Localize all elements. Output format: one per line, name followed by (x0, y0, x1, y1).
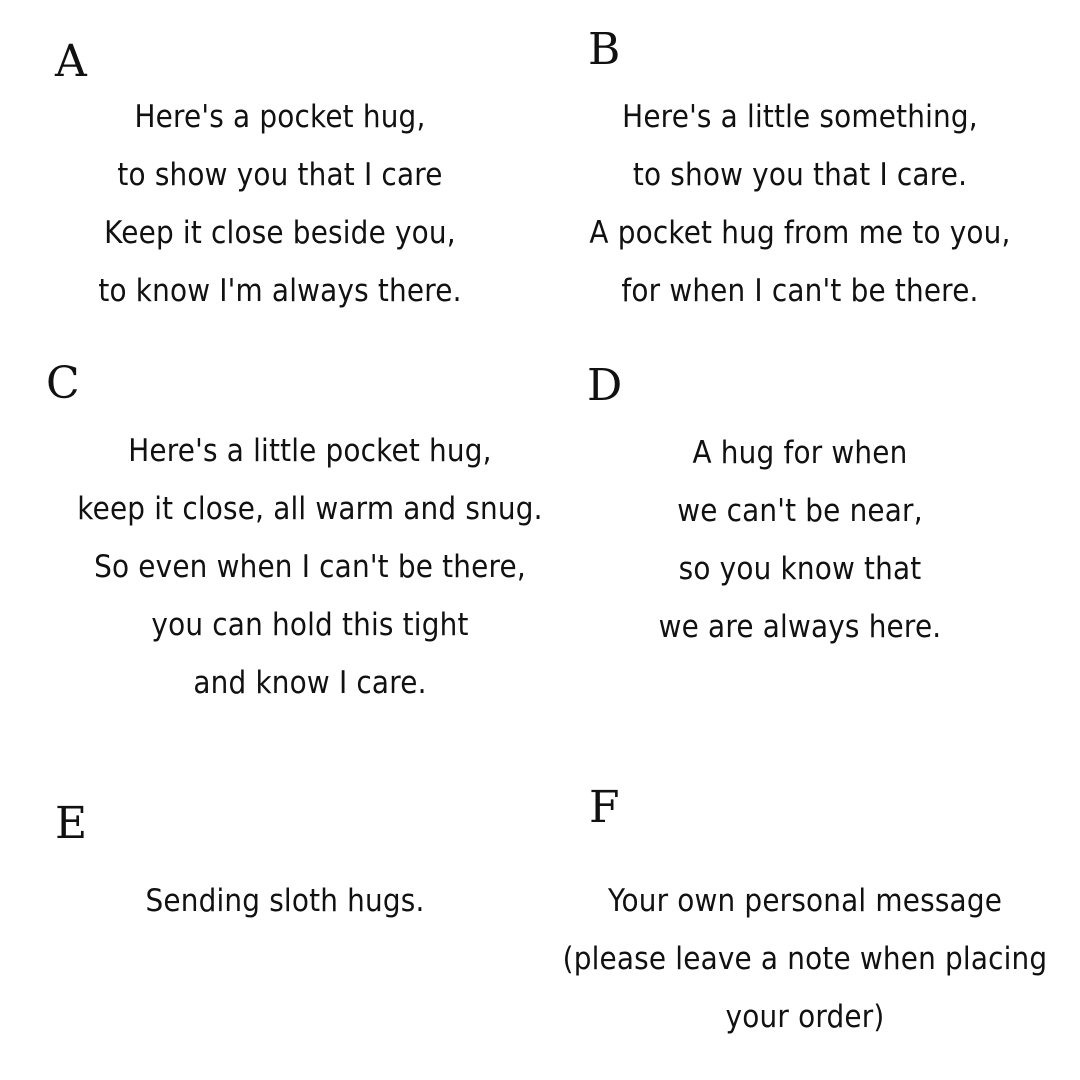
verse-line: A hug for when (692, 435, 908, 471)
verse-line: we can't be near, (677, 493, 923, 529)
verse-b (571, 88, 1030, 320)
verse-line: you can hold this tight (151, 607, 469, 643)
verse-line: (please leave a note when placing (562, 941, 1048, 977)
option-letter-b: B (588, 24, 621, 75)
verse-c (49, 422, 571, 712)
verse-line: for when I can't be there. (621, 273, 979, 309)
verse-line: A pocket hug from me to you, (589, 215, 1011, 251)
verse-line: to show you that I care (117, 157, 443, 193)
verse-line: to know I'm always there. (98, 273, 462, 309)
option-letter-e: E (55, 798, 88, 849)
verse-line: Sending sloth hugs. (145, 883, 425, 919)
verse-line: keep it close, all warm and snug. (77, 491, 543, 527)
verse-line: So even when I can't be there, (94, 549, 526, 585)
option-letter-c: C (46, 358, 80, 409)
verse-line: and know I care. (193, 665, 427, 701)
option-letter-a: A (55, 36, 87, 87)
verse-line: Here's a pocket hug, (134, 99, 426, 135)
verse-line: Here's a little pocket hug, (128, 433, 492, 469)
verse-line: to show you that I care. (632, 157, 968, 193)
verse-f (562, 872, 1048, 1046)
verse-e (83, 872, 488, 930)
option-letter-d: D (587, 360, 623, 411)
verse-line: Your own personal message (607, 883, 1003, 919)
verse-line: Keep it close beside you, (104, 215, 456, 251)
verse-line: we are always here. (658, 609, 942, 645)
verse-d (593, 424, 1007, 656)
verse-line: your order) (725, 999, 885, 1035)
verse-a (55, 88, 505, 320)
option-letter-f: F (589, 782, 620, 833)
verse-line: Here's a little something, (622, 99, 978, 135)
verse-line: so you know that (678, 551, 922, 587)
